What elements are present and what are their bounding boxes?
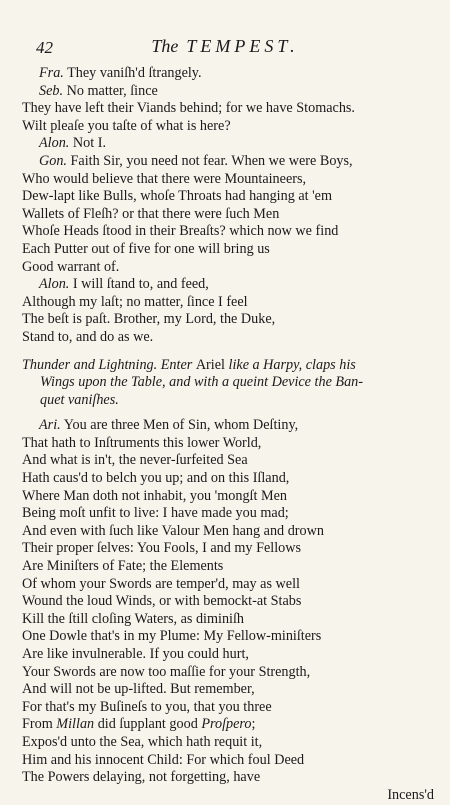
line-text: No matter, ſince xyxy=(63,82,158,99)
dialogue-line: Whoſe Heads ſtood in their Breaſts? which now we find xyxy=(22,223,339,240)
speech-line: Your Swords are now too maſſie for your Strength, xyxy=(22,663,311,680)
speaker-label: Alon. xyxy=(39,276,70,293)
speaker-label: Fra. xyxy=(39,65,64,81)
dialogue-line xyxy=(22,276,436,294)
dialogue-line xyxy=(22,65,436,83)
speech-line: Being moſt unfit to live: I have made you mad; xyxy=(22,505,289,522)
speech-line: Where Man doth not inhabit, you 'mongſt Men xyxy=(22,487,287,504)
line-text: They vaniſh'd ſtrangely. xyxy=(63,65,202,81)
line-text: Faith Sir, you need not fear. When we were Boys, xyxy=(66,152,353,169)
speech-line: Kill the ſtill cloſing Waters, as diminiſh xyxy=(22,610,245,627)
speech-line: Wound the loud Winds, or with bemockt-at Stabs xyxy=(22,593,302,610)
dialogue-line xyxy=(22,153,436,171)
running-title-prefix: The xyxy=(151,36,179,56)
speech-line: And what is in't, the never-ſurfeited Sea xyxy=(22,452,248,469)
dialogue-line: Stand to, and do as we. xyxy=(22,328,154,345)
line-text: I will ſtand to, and feed, xyxy=(69,276,209,293)
line-text: You are three Men of Sin, whom Deſtiny, xyxy=(60,417,299,434)
speech-line: For that's my Buſineſs to you, that you three xyxy=(22,698,272,715)
dialogue-line: The beſt is paſt. Brother, my Lord, the Duke, xyxy=(22,311,276,328)
character-name: Proſpero xyxy=(201,716,252,733)
line-text: From xyxy=(22,716,57,733)
dialogue-line: Wilt pleaſe you taſte of what is here? xyxy=(22,117,231,134)
stage-direction-line: quet vaniſhes. xyxy=(40,391,119,408)
dialogue-line: They have left their Viands behind; for we have Stomachs. xyxy=(22,100,355,117)
line-text: ; xyxy=(251,716,256,733)
speech-line: Hath caus'd to belch you up; and on this Iſland, xyxy=(22,470,290,487)
speech-line: Are like invulnerable. If you could hurt, xyxy=(22,646,249,662)
speech-line: The Powers delaying, not forgetting, have xyxy=(22,769,261,786)
dialogue-line: Who would believe that there were Mountaineers, xyxy=(22,170,307,187)
speech-line: Of whom your Swords are temper'd, may as well xyxy=(22,575,300,592)
speech-line: That hath to Inſtruments this lower World, xyxy=(22,434,262,451)
speaker-label: Seb. xyxy=(39,82,64,99)
speech-line: Their proper ſelves: You Fools, I and my Fellows xyxy=(22,540,302,557)
stage-direction-line: Wings upon the Table, and with a queint Device the Ban- xyxy=(40,374,363,391)
stage-direction-text: like a Harpy, claps his xyxy=(224,356,356,373)
speech-line: Him and his innocent Child: For which foul Deed xyxy=(22,751,305,768)
speaker-label: Gon. xyxy=(39,152,67,169)
speech-line: One Dowle that's in my Plume: My Fellow-miniſters xyxy=(22,628,322,645)
dialogue-line: Good warrant of. xyxy=(22,258,120,275)
dialogue-line xyxy=(22,83,436,101)
line-text: did ſupplant good xyxy=(94,716,202,733)
speaker-label: Ari. xyxy=(39,417,61,434)
dialogue-line xyxy=(22,135,436,153)
speech-line xyxy=(22,716,436,734)
running-title xyxy=(0,36,450,57)
page-number: 42 xyxy=(36,38,53,57)
running-title-main: TEMPEST. xyxy=(186,36,299,56)
place-name: Millan xyxy=(56,716,95,733)
speech-line: And even with ſuch like Valour Men hang and drown xyxy=(22,522,324,539)
dialogue-line: Wallets of Fleſh? or that there were ſuch Men xyxy=(22,205,280,222)
line-text: Not I. xyxy=(69,135,106,152)
speech-line: Are Miniſters of Fate; the Elements xyxy=(22,558,224,575)
stage-direction-text: Thunder and Lightning. Enter xyxy=(22,356,196,373)
speech-line: And will not be up-lifted. But remember, xyxy=(22,681,255,698)
dialogue-line xyxy=(22,417,436,435)
speaker-label: Alon. xyxy=(39,135,70,152)
dialogue-line: Although my laſt; no matter, ſince I feel xyxy=(22,293,248,310)
play-text xyxy=(22,65,436,804)
stage-direction xyxy=(22,357,436,375)
character-name: Ariel xyxy=(195,356,225,373)
speech-line: Expos'd unto the Sea, which hath requit it, xyxy=(22,733,263,750)
dialogue-line: Each Putter out of five for one will bring us xyxy=(22,240,270,257)
dialogue-line: Dew-lapt like Bulls, whoſe Throats had hanging at 'em xyxy=(22,188,333,205)
catchword: Incens'd xyxy=(387,786,434,803)
